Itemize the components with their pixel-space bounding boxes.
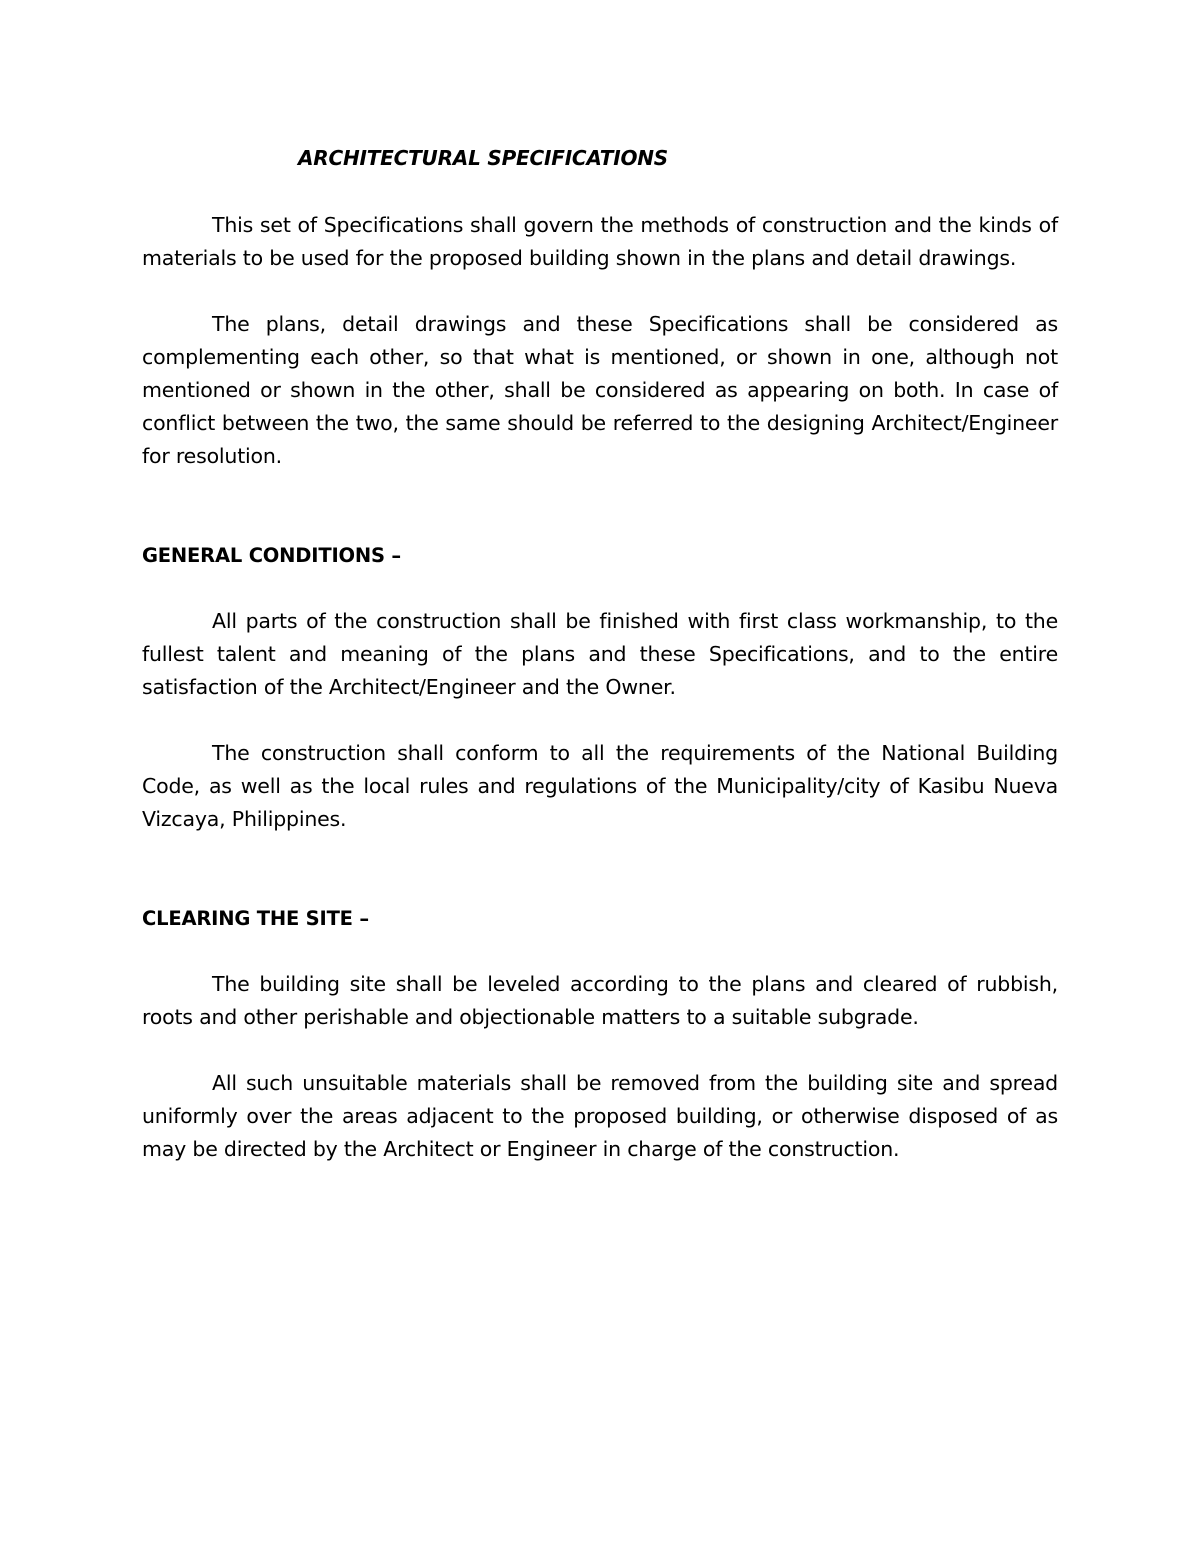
document-body [142, 140, 1058, 1166]
section-heading-clearing-the-site: CLEARING THE SITE – [142, 907, 369, 930]
spacer [142, 176, 1058, 209]
clearing-site-paragraph-2: All such unsuitable materials shall be removed from the building site and spread uniformly over the areas adjacent to the proposed building, or otherwise disposed of as may be directed by the Architect or Engineer in charge of the construction. [142, 1071, 1058, 1161]
spacer [142, 275, 1058, 308]
spacer [142, 572, 1058, 605]
intro-paragraph-2: The plans, detail drawings and these Specifications shall be considered as complementing each other, so that what is mentioned, or shown in one, although not mentioned or shown in the other, shall be considered as appearing on both. In case of conflict between the two, the same should be referred to the designing Architect/Engineer for resolution. [142, 312, 1058, 468]
section-general-conditions [142, 539, 1058, 836]
spacer [142, 473, 1058, 539]
general-conditions-paragraph-2: The construction shall conform to all the requirements of the National Building Code, as well as the local rules and regulations of the Municipality/city of Kasibu Nueva Vizcaya, Philippines. [142, 741, 1058, 831]
spacer [142, 1034, 1058, 1067]
spacer [142, 836, 1058, 902]
clearing-site-paragraph-1: The building site shall be leveled according to the plans and cleared of rubbish, roots and other perishable and objectionable matters to a suitable subgrade. [142, 972, 1058, 1029]
section-heading-general-conditions: GENERAL CONDITIONS – [142, 544, 401, 567]
intro-paragraph-1: This set of Specifications shall govern the methods of construction and the kinds of materials to be used for the proposed building shown in the plans and detail drawings. [142, 213, 1058, 270]
section-clearing-the-site [142, 902, 1058, 1166]
general-conditions-paragraph-1: All parts of the construction shall be finished with first class workmanship, to the fullest talent and meaning of the plans and these Specifications, and to the entire satisfaction of the Architect/Engineer and the Owner. [142, 609, 1058, 699]
spacer [142, 935, 1058, 968]
document-title: ARCHITECTURAL SPECIFICATIONS [298, 146, 669, 170]
spacer [142, 704, 1058, 737]
